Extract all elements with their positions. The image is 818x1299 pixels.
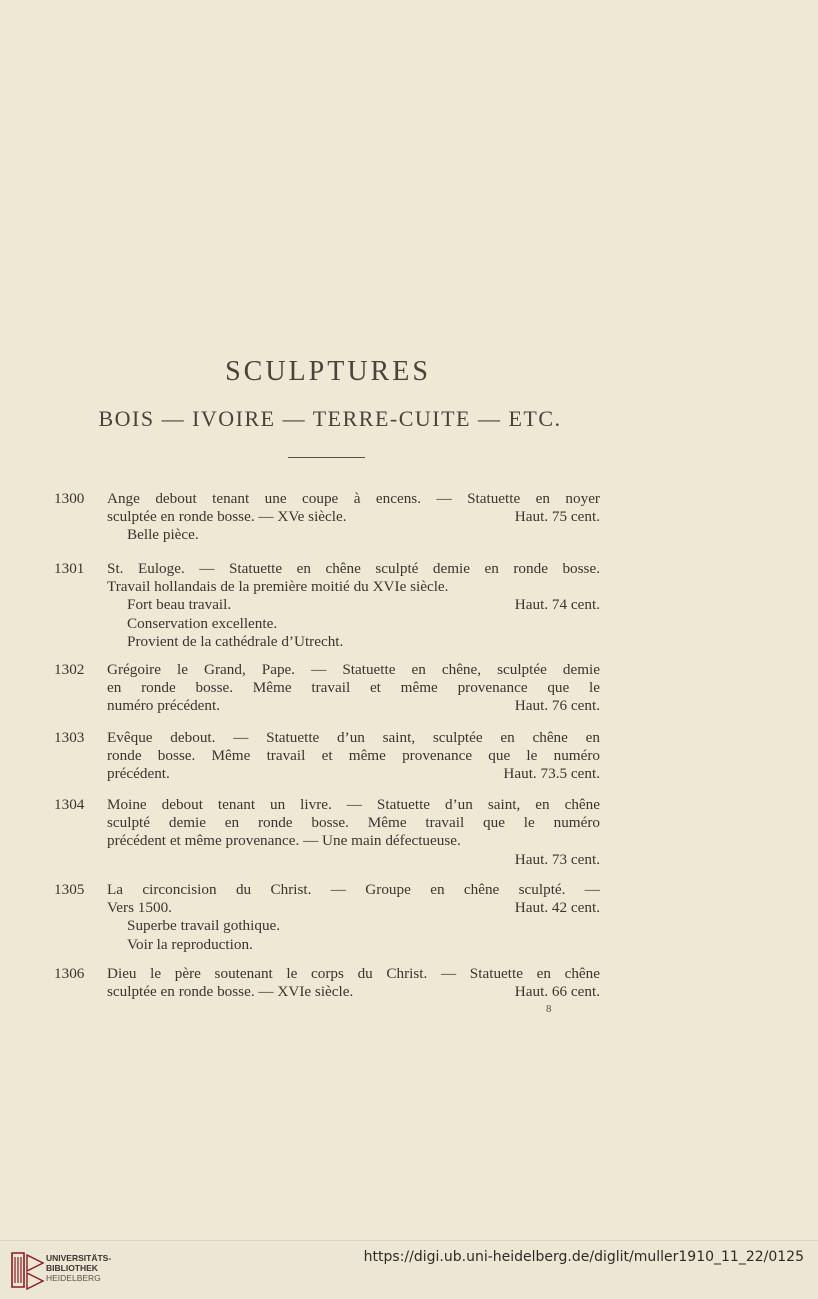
library-name-line: BIBLIOTHEK <box>46 1263 98 1273</box>
entry-text <box>107 965 600 1001</box>
entry-line: Evêque debout. — Statuette d’un saint, sculptée en chêne en <box>107 729 600 746</box>
permalink-url[interactable]: https://digi.ub.uni-heidelberg.de/diglit/muller1910_11_22/0125 <box>363 1249 804 1265</box>
entry-number: 1305 <box>54 881 85 898</box>
entry-line: numéro précédent. <box>107 697 221 715</box>
entry-line: Provient de la cathédrale d’Utrecht. <box>127 632 344 650</box>
entry-line: Belle pièce. <box>127 526 199 544</box>
entry-line-with-height <box>107 697 600 715</box>
entry-text <box>107 881 600 954</box>
entry-number: 1302 <box>54 661 85 678</box>
entry-line: Conservation excellente. <box>127 614 278 632</box>
entry-line: Fort beau travail. <box>127 596 232 614</box>
entry-line-with-height <box>107 899 600 917</box>
entry-line: St. Euloge. — Statuette en chêne sculpté demie en ronde bosse. <box>107 560 600 577</box>
entry-line-with-height <box>107 983 600 1001</box>
entry-height: Haut. 76 cent. <box>514 697 600 715</box>
entry-line: La circoncision du Christ. — Groupe en chêne sculpté. — <box>107 881 600 898</box>
library-name[interactable] <box>46 1253 111 1283</box>
entry-line: précédent. <box>107 765 170 783</box>
entry-number: 1304 <box>54 796 85 813</box>
entry-line: Travail hollandais de la première moitié du XVIe siècle. <box>107 578 449 596</box>
entry-number: 1300 <box>54 490 85 507</box>
entry-line: Dieu le père soutenant le corps du Christ. — Statuette en chêne <box>107 965 600 982</box>
entry-line: sculpté demie en ronde bosse. Même travail que le numéro <box>107 814 600 832</box>
title-divider <box>288 457 365 458</box>
library-logo-icon[interactable] <box>10 1249 46 1291</box>
entry-text <box>107 729 600 784</box>
entry-line-with-height <box>107 596 600 614</box>
entry-number: 1303 <box>54 729 85 746</box>
entry-line: Superbe travail gothique. <box>127 917 281 935</box>
entry-line: en ronde bosse. Même travail et même provenance que le <box>107 679 600 697</box>
entry-text <box>107 560 600 651</box>
entry-height: Haut. 73.5 cent. <box>503 765 600 783</box>
entry-line: ronde bosse. Même travail et même provenance que le numéro <box>107 747 600 765</box>
entry-height: Haut. 73 cent. <box>514 850 600 868</box>
section-subtitle: BOIS — IVOIRE — TERRE-CUITE — ETC. <box>98 406 562 431</box>
entry-line: Grégoire le Grand, Pape. — Statuette en chêne, sculptée demie <box>107 661 600 678</box>
entry-line: Voir la reproduction. <box>127 935 253 953</box>
entry-number: 1306 <box>54 965 85 982</box>
entry-text <box>107 661 600 716</box>
entry-height: Haut. 75 cent. <box>514 508 600 526</box>
entry-line: sculptée en ronde bosse. — XVIe siècle. <box>107 983 354 1001</box>
entry-line-with-height <box>107 508 600 526</box>
viewer-footer <box>0 1240 818 1299</box>
entry-line: sculptée en ronde bosse. — XVe siècle. <box>107 508 347 526</box>
entry-height: Haut. 42 cent. <box>514 899 600 917</box>
entry-line: Moine debout tenant un livre. — Statuette d’un saint, en chêne <box>107 796 600 813</box>
section-title: SCULPTURES <box>225 356 431 387</box>
library-name-line: HEIDELBERG <box>46 1273 101 1283</box>
entry-text <box>107 796 600 869</box>
entry-line: précédent et même provenance. — Une main défectueuse. <box>107 832 461 850</box>
entry-line: Ange debout tenant une coupe à encens. — Statuette en noyer <box>107 490 600 507</box>
entry-line-with-height <box>107 765 600 783</box>
entry-height: Haut. 74 cent. <box>514 596 600 614</box>
entry-line: Vers 1500. <box>107 899 172 917</box>
entry-height: Haut. 66 cent. <box>514 983 600 1001</box>
library-name-line: UNIVERSITÄTS- <box>46 1253 112 1263</box>
entry-number: 1301 <box>54 560 85 577</box>
entry-text <box>107 490 600 545</box>
signature-mark: 8 <box>546 1003 552 1015</box>
